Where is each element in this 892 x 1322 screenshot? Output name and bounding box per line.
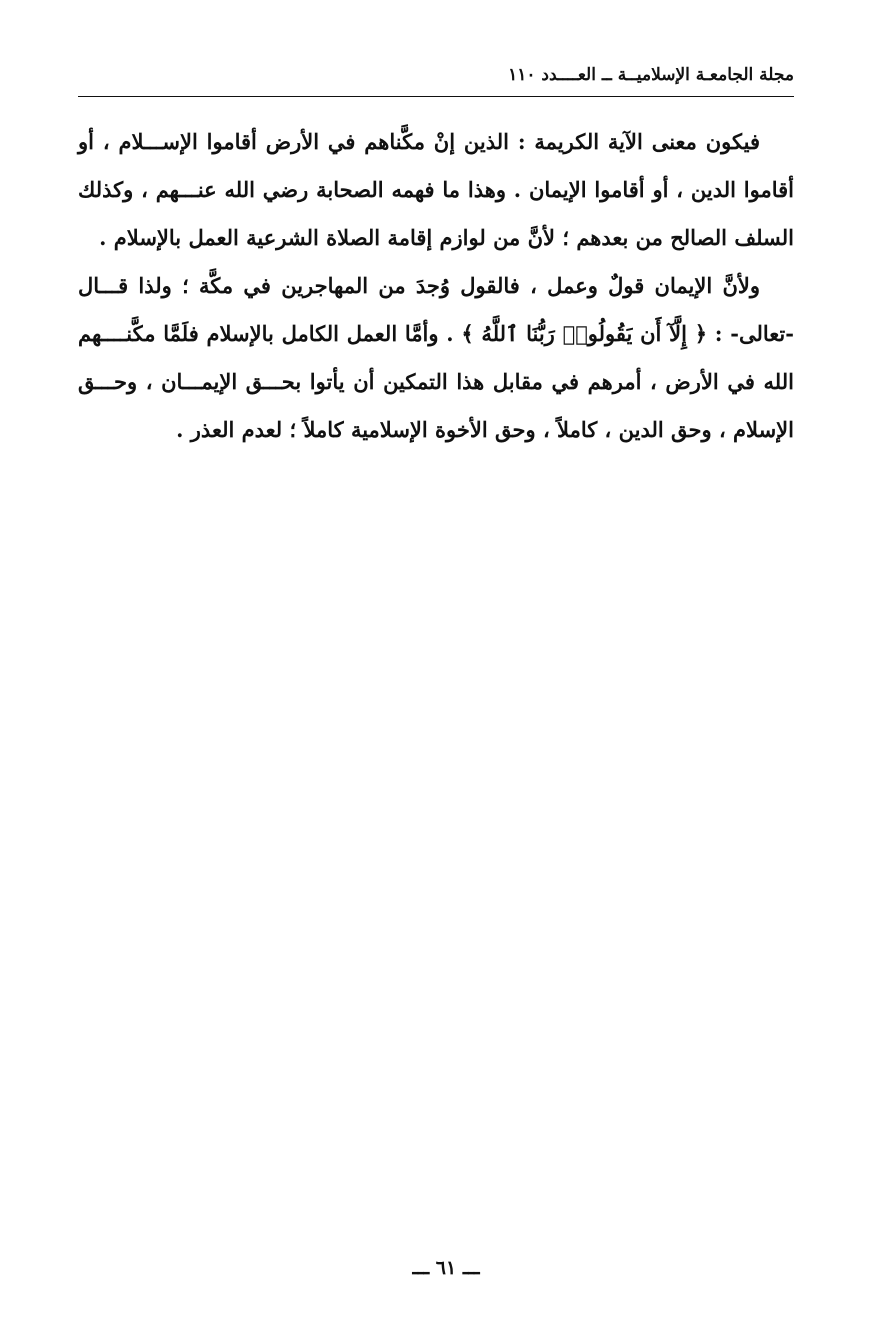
- header-divider: [78, 96, 794, 97]
- page-number: ـــ ٦١ ـــ: [412, 1257, 480, 1279]
- paragraph: ولأنَّ الإيمان قولٌ وعمل ، فالقول وُجدَ من المهاجرين في مكَّة ؛ ولذا قـــال -تعالى- : ﴿ إِلَّآ أَن يَقُولُوا۟ رَبُّنَا ٱللَّهُ ﴾ . وأمَّا العمل الكامل بالإسلام فلَمَّا مكَّنــــهم الله في الأرض ، أمرهم في مقابل هذا التمكين أن يأتوا بحـــق الإيمـــان ، وحـــق الإسلام ، وحق الدين ، كاملاً ، وحق الأخوة الإسلامية كاملاً ؛ لعدم العذر .: [78, 273, 794, 442]
- running-header: مجلة الجامعـة الإسلاميــة ــ العــــدد ١١٠: [508, 65, 794, 85]
- paragraph: فيكون معنى الآية الكريمة : الذين إنْ مكَّناهم في الأرض أقاموا الإســـلام ، أو أقاموا الدين ، أو أقاموا الإيمان . وهذا ما فهمه الصحابة رضي الله عنـــهم ، وكذلك السلف الصالح من بعدهم ؛ لأنَّ من لوازم إقامة الصلاة الشرعية العمل بالإسلام .: [78, 129, 794, 250]
- main-text: [78, 118, 794, 454]
